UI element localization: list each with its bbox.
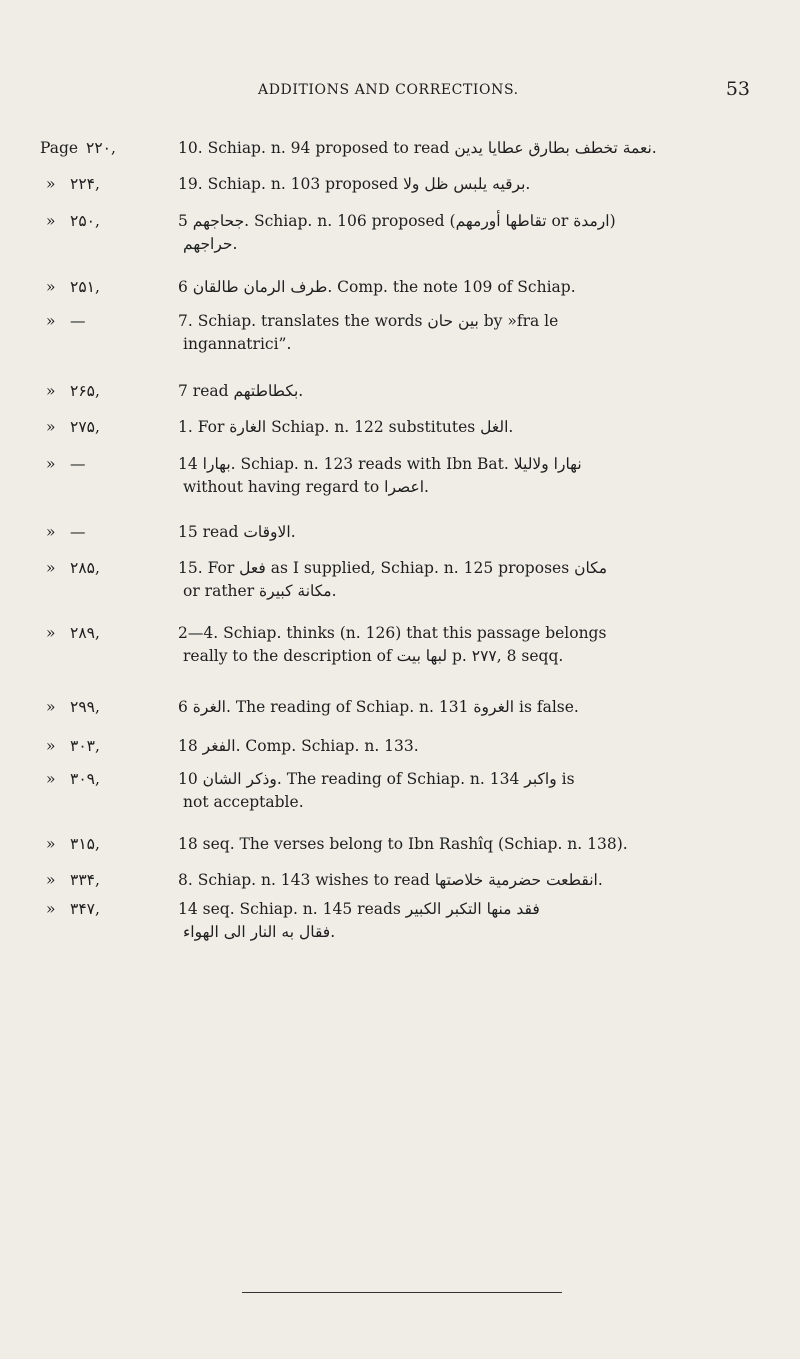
entry-page-ref: ۳۳۴, <box>70 871 100 889</box>
entry-text: 18 seq. The verses belong to Ibn Rashîq (Schiap. n. 138). <box>178 835 628 853</box>
entry-row <box>40 276 760 299</box>
entry-row <box>40 173 760 196</box>
entry-row <box>40 380 760 403</box>
entry-page-ref: ۲۲۴, <box>70 175 100 193</box>
closing-rule <box>242 1292 562 1293</box>
entry-label: Page <box>40 139 79 157</box>
entry-page-ref: ۲۵۰, <box>70 212 100 230</box>
entry-label: » <box>46 900 56 918</box>
entry-continuation: ﺣﺮﺍﺟﻬﻢ. <box>183 235 238 253</box>
entry-page-ref: ۳۰۳, <box>70 737 100 755</box>
entry-row <box>40 416 760 439</box>
entry-text: 18 ﺍﻟﻔﻐﺮ. Comp. Schiap. n. 133. <box>178 737 419 755</box>
entry-text: 7. Schiap. translates the words ﺑﻴﻦ ﺣﺎﻥ by »fra le <box>178 312 559 330</box>
entry-label: » <box>46 770 56 788</box>
entry-page-ref: ۲۸۵, <box>70 559 100 577</box>
entry-text: 6 ﻃﺮﻑ ﺍﻟﺮﻣﺎﻥ ﻃﺎﻟﻘﺎﻥ. Comp. the note 109 of Schiap. <box>178 278 576 296</box>
entry-row <box>40 453 760 499</box>
entry-page-ref: ۳۴۷, <box>70 900 100 918</box>
entry-continuation: or rather ﻣﻜﺎﻧﺔ ﻛﺒﻴﺮﺓ. <box>183 582 337 600</box>
entry-label: » <box>46 835 56 853</box>
entry-page-ref: ۲۸۹, <box>70 624 100 642</box>
entry-label: » <box>46 624 56 642</box>
entry-continuation: ﻓﻘﺎﻝ ﺑﻪ ﺍﻟﻨﺎﺭ ﺍﻟﻰ ﺍﻟﻬﻮﺍﺀ. <box>183 923 336 941</box>
entry-continuation: without having regard to ﺍﻋﺼﺮﺍ. <box>183 478 429 496</box>
entry-row <box>40 898 760 944</box>
entry-label: » <box>46 523 56 541</box>
entry-row <box>40 310 760 356</box>
entry-page-ref: ۲۶۵, <box>70 382 100 400</box>
entry-page-ref: ۲۲۰, <box>86 139 116 157</box>
entry-text: 5 ﺟﺤﺎﺟﻬﻢ. Schiap. n. 106 proposed (ﺗﻘﺎﻃﻬﺎ ﺃﻭﺭﻣﻬﻢ or ﺍﺭﻣﺪﺓ) <box>178 212 616 230</box>
entry-text: 10. Schiap. n. 94 proposed to read ﻧﻌﻤﺔ ﺗﺨﻄﻒ ﺑﻄﺎﺭﻕ ﻋﻄﺎﻳﺎ ﻳﺪﻳﻦ. <box>178 139 657 157</box>
page-number: 53 <box>725 78 750 100</box>
entry-page-ref: ۲۵۱, <box>70 278 100 296</box>
entry-label: » <box>46 698 56 716</box>
entry-row <box>40 557 760 603</box>
entry-text: 19. Schiap. n. 103 proposed ﺑﺮﻗﻴﻪ ﻳﻠﺒﺲ ﻇﻞ ﻭﻻ. <box>178 175 531 193</box>
entry-label: » <box>46 382 56 400</box>
entry-label: » <box>46 737 56 755</box>
entry-row <box>40 869 760 892</box>
entry-page-ref: — <box>70 455 86 473</box>
entry-label: » <box>46 312 56 330</box>
entry-row <box>40 210 760 256</box>
entry-label: » <box>46 175 56 193</box>
entry-row <box>40 696 760 719</box>
entry-label: » <box>46 455 56 473</box>
entry-text: 14 ﺑﻬﺎﺭﺍ. Schiap. n. 123 reads with Ibn Bat. ﻧﻬﺎﺭﺍ ﻭﻻﻟﻴﻼ <box>178 455 582 473</box>
entry-label: » <box>46 418 56 436</box>
entry-label: » <box>46 278 56 296</box>
entry-row <box>40 833 760 856</box>
entry-continuation: really to the description of ﻟﺒﻬﺎ ﺑﻴﺖ p. ۲۷۷, 8 seqq. <box>183 647 564 665</box>
entry-page-ref: ۲۷۵, <box>70 418 100 436</box>
entry-row <box>40 768 760 814</box>
entry-text: 14 seq. Schiap. n. 145 reads ﻓﻘﺪ ﻣﻨﻬﺎ ﺍﻟﺘﻜﺒﺮ ﺍﻟﻜﺒﻴﺮ <box>178 900 540 918</box>
entry-text: 8. Schiap. n. 143 wishes to read ﺍﻧﻘﻄﻌﺖ ﺣﻀﺮﻣﻴﺔ ﺧﻼﺻﺘﻬﺎ. <box>178 871 603 889</box>
entry-row <box>40 137 760 160</box>
entry-label: » <box>46 559 56 577</box>
entry-page-ref: — <box>70 523 86 541</box>
entry-row <box>40 622 760 668</box>
entry-text: 6 ﺍﻟﻐﺮﺓ. The reading of Schiap. n. 131 ﺍﻟﻐﺮﻭﺓ is false. <box>178 698 579 716</box>
entry-text: 15. For ﻓﻌﻞ as I supplied, Schiap. n. 125 proposes ﻣﻜﺎﻥ <box>178 559 608 577</box>
entry-label: » <box>46 212 56 230</box>
entry-text: 2—4. Schiap. thinks (n. 126) that this passage belongs <box>178 624 607 642</box>
entry-continuation: not acceptable. <box>183 793 304 811</box>
entry-page-ref: ۲۹۹, <box>70 698 100 716</box>
entry-row <box>40 521 760 544</box>
entry-page-ref: ۳۰۹, <box>70 770 100 788</box>
entry-text: 10 ﻭﺫﻛﺮ ﺍﻟﺸﺎﻥ. The reading of Schiap. n. 134 ﻭﺍﻛﺒﺮ is <box>178 770 575 788</box>
entry-page-ref: — <box>70 312 86 330</box>
entry-continuation: ingannatrici”. <box>183 335 292 353</box>
entry-page-ref: ۳۱۵, <box>70 835 100 853</box>
entry-label: » <box>46 871 56 889</box>
running-title: ADDITIONS AND CORRECTIONS. <box>258 82 519 98</box>
entry-text: 15 read ﺍﻻﻭﻗﺎﺕ. <box>178 523 296 541</box>
entry-row <box>40 735 760 758</box>
entry-text: 1. For ﺍﻟﻐﺎﺭﺓ Schiap. n. 122 substitutes ﺍﻟﻐﻞ. <box>178 418 514 436</box>
entry-text: 7 read ﺑﻜﻄﺎﻃﺘﻬﻢ. <box>178 382 304 400</box>
